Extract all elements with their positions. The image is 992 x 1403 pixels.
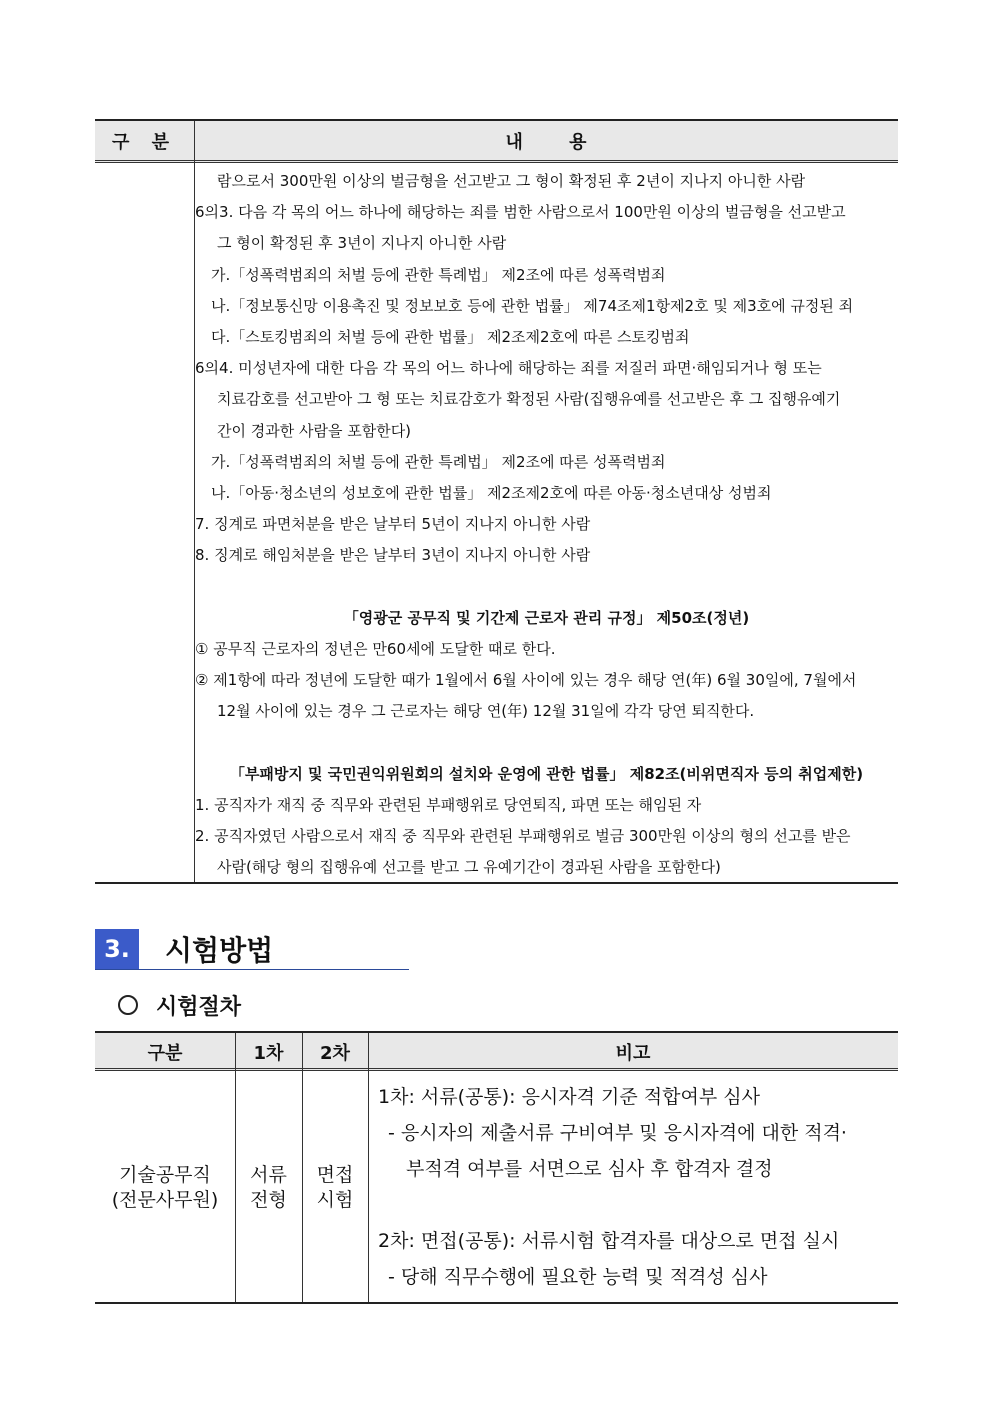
- text-line: 8. 징계로 해임처분을 받은 날부터 3년이 지나지 아니한 사람: [195, 546, 591, 565]
- text-line: 6의3. 다음 각 목의 어느 하나에 해당하는 죄를 범한 사람으로서 100만원 이상의 벌금형을 선고받고: [195, 203, 846, 222]
- text-line: 7. 징계로 파면처분을 받은 날부터 5년이 지나지 아니한 사람: [195, 515, 591, 534]
- header-note: 비고: [615, 1043, 651, 1064]
- text-line: 나.「아동·청소년의 성보호에 관한 법률」 제2조제2호에 따른 아동·청소년대상 성범죄: [211, 483, 772, 502]
- section-heading: [95, 929, 409, 970]
- text-line: ② 제1항에 따라 정년에 도달한 때가 1월에서 6월 사이에 있는 경우 해당 연(年) 6월 30일에, 7월에서: [195, 671, 857, 689]
- section-number: 3.: [95, 929, 139, 969]
- text-line: 사람(해당 형의 집행유예 선고를 받고 그 유예기간이 경과된 사람을 포함한다): [217, 858, 721, 877]
- second-line2: 시험: [316, 1189, 354, 1211]
- section-title: 시험방법: [165, 934, 274, 967]
- circle-bullet-icon: [118, 995, 138, 1015]
- text-line: 가.「성폭력범죄의 처벌 등에 관한 특례법」 제2조에 따른 성폭력범죄: [211, 265, 666, 284]
- text-line: 나.「정보통신망 이용촉진 및 정보보호 등에 관한 법률」 제74조제1항제2호 및 제3호에 규정된 죄: [211, 296, 854, 315]
- text-line: 가.「성폭력범죄의 처벌 등에 관한 특례법」 제2조에 따른 성폭력범죄: [211, 452, 666, 471]
- regulation-list: [195, 634, 898, 728]
- cell-first-stage: [235, 1074, 302, 1302]
- regulation-title: 「영광군 공무직 및 기간제 근로자 관리 규정」 제50조(정년): [343, 608, 750, 627]
- header-category: 구 분: [111, 131, 178, 153]
- first-line1: 서류: [250, 1164, 287, 1186]
- text-line: 부적격 여부를 서면으로 심사 후 합격자 결정: [406, 1158, 773, 1180]
- subsection-title: 시험절차: [156, 993, 242, 1020]
- header-first: 1차: [253, 1043, 284, 1064]
- subsection-heading: [118, 988, 241, 1022]
- text-line: 다.「스토킹범죄의 처벌 등에 관한 법률」 제2조제2호에 따른 스토킹범죄: [211, 327, 690, 346]
- disqualification-list: [195, 166, 898, 571]
- text-line: 1. 공직자가 재직 중 직무와 관련된 부패행위로 당연퇴직, 파면 또는 해임된 자: [195, 795, 702, 814]
- text-line: 람으로서 300만원 이상의 벌금형을 선고받고 그 형이 확정된 후 2년이 지나지 아니한 사람: [217, 172, 806, 190]
- text-line: 2차: 면접(공통): 서류시험 합격자를 대상으로 면접 실시: [378, 1230, 840, 1252]
- second-line1: 면접: [316, 1164, 354, 1186]
- table-header: [95, 121, 898, 163]
- cell-second-stage: [302, 1074, 368, 1302]
- text-line: 1차: 서류(공통): 응시자격 기준 적합여부 심사: [378, 1086, 760, 1108]
- header-second: 2차: [320, 1043, 350, 1064]
- category-line1: 기술공무직: [119, 1164, 211, 1186]
- text-line: 6의4. 미성년자에 대한 다음 각 목의 어느 하나에 해당하는 죄를 저질러 파면·해임되거나 형 또는: [195, 359, 822, 378]
- text-line: 2. 공직자였던 사람으로서 재직 중 직무와 관련된 부패행위로 벌금 300만원 이상의 형의 선고를 받은: [195, 826, 851, 845]
- text-line: 12월 사이에 있는 경우 그 근로자는 해당 연(年) 12월 31일에 각각 당연 퇴직한다.: [217, 702, 755, 721]
- category-line2: (전문사무원): [111, 1189, 219, 1211]
- cell-category: [95, 1074, 235, 1302]
- text-line: - 당해 직무수행에 필요한 능력 및 적격성 심사: [388, 1266, 768, 1288]
- law-title: 「부패방지 및 국민권익위원회의 설치와 운영에 관한 법률」 제82조(비위면직자 등의 취업제한): [229, 764, 864, 783]
- text-line: 치료감호를 선고받아 그 형 또는 치료감호가 확정된 사람(집행유예를 선고받은 후 그 집행유예기: [217, 390, 841, 409]
- cell-note: [378, 1079, 892, 1295]
- first-line2: 전형: [250, 1189, 287, 1211]
- eligibility-table: [95, 119, 898, 884]
- text-line: [378, 1187, 892, 1223]
- exam-procedure-table: [95, 1031, 898, 1304]
- text-line: 간이 경과한 사람을 포함한다): [217, 421, 412, 440]
- text-line: - 응시자의 제출서류 구비여부 및 응시자격에 대한 적격·: [388, 1122, 847, 1144]
- column-divider: [368, 1033, 369, 1302]
- law-list: [195, 790, 898, 884]
- content-cell: [195, 166, 898, 882]
- header-category: 구분: [147, 1043, 183, 1064]
- text-line: 그 형이 확정된 후 3년이 지나지 아니한 사람: [217, 234, 507, 253]
- text-line: ① 공무직 근로자의 정년은 만60세에 도달한 때로 한다.: [195, 639, 556, 658]
- header-content: 내 용: [505, 131, 587, 153]
